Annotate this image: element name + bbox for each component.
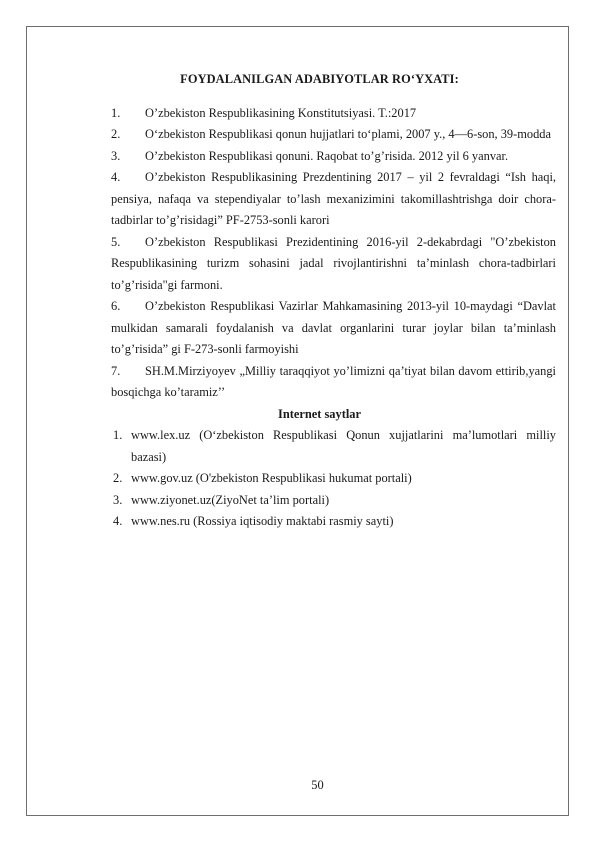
reference-number: 7.	[111, 363, 121, 378]
internet-site-item	[113, 468, 556, 490]
references-section	[113, 69, 556, 533]
reference-number: 5.	[111, 234, 121, 249]
site-number: 1.	[113, 428, 123, 442]
reference-text: O’zbekiston Respublikasi Vazirlar Mahkamasining 2013-yil 10-maydagi “Davlat mulkidan samarali foydalanish va davlat organlarini turar joylar bilan ta’minlash to’g’risida” gi F-273-sonli farmoyishi	[111, 299, 556, 356]
reference-item	[111, 361, 556, 404]
reference-item	[111, 124, 556, 146]
internet-sites-title: Internet saytlar	[278, 406, 361, 421]
reference-text: O‘zbekiston Respublikasi qonun hujjatlari to‘plami, 2007 y., 4—6-son, 39-modda	[145, 127, 551, 141]
site-text[interactable]: www.lex.uz (O‘zbekiston Respublikasi Qonun xujjatlarini ma’lumotlari milliy bazasi)	[131, 428, 556, 464]
reference-number: 6.	[111, 299, 121, 313]
reference-item	[111, 232, 556, 297]
reference-text: O’zbekiston Respublikasining Prezdentining 2017 – yil 2 fevraldagi “Ish haqi, pensiya, nafaqa va stependiyalar to’lash mexanizimini takomillashtrishga doir chora-tadbirlar to’g’risidagi” PF-2753-sonli karori	[111, 170, 556, 227]
internet-site-item	[113, 425, 556, 468]
site-number: 2.	[113, 471, 123, 485]
reference-item	[111, 103, 556, 125]
reference-text: O’zbekiston Respublikasi qonuni. Raqobat to’g’risida. 2012 yil 6 yanvar.	[145, 148, 509, 163]
reference-number: 3.	[111, 148, 121, 163]
internet-site-item	[113, 511, 556, 533]
internet-sites-list	[113, 425, 556, 533]
reference-text: O’zbekiston Respublikasi Prezidentining 2016-yil 2-dekabrdagi "O’zbekiston Respublikasining turizm sohasini jadal rivojlantirishni ta’minlash chora-tadbirlari to’g’risida"gi farmoni.	[111, 234, 556, 292]
reference-list	[113, 103, 556, 404]
reference-text: SH.M.Mirziyoyev „Milliy taraqqiyot yo’limizni qa’tiyat bilan davom ettirib,yangi bosqichga ko’taramiz’’	[111, 363, 556, 399]
site-text[interactable]: www.nes.ru (Rossiya iqtisodiy maktabi rasmiy sayti)	[131, 514, 394, 528]
internet-site-item	[113, 490, 556, 512]
page-number: 50	[311, 778, 324, 792]
page-title: FOYDALANILGAN ADABIYOTLAR RO‘YXATI:	[180, 72, 459, 86]
reference-item	[111, 167, 556, 232]
reference-number: 4.	[111, 170, 121, 184]
reference-text: O’zbekiston Respublikasining Konstitutsiyasi. T.:2017	[145, 105, 417, 120]
site-number: 4.	[113, 514, 123, 528]
reference-number: 1.	[111, 105, 121, 120]
site-text[interactable]: www.ziyonet.uz(ZiyoNet ta’lim portali)	[131, 492, 330, 507]
site-text[interactable]: www.gov.uz (O'zbekiston Respublikasi hukumat portali)	[131, 471, 412, 485]
reference-item	[111, 296, 556, 361]
site-number: 3.	[113, 492, 123, 507]
reference-item	[111, 146, 556, 168]
reference-number: 2.	[111, 127, 121, 141]
